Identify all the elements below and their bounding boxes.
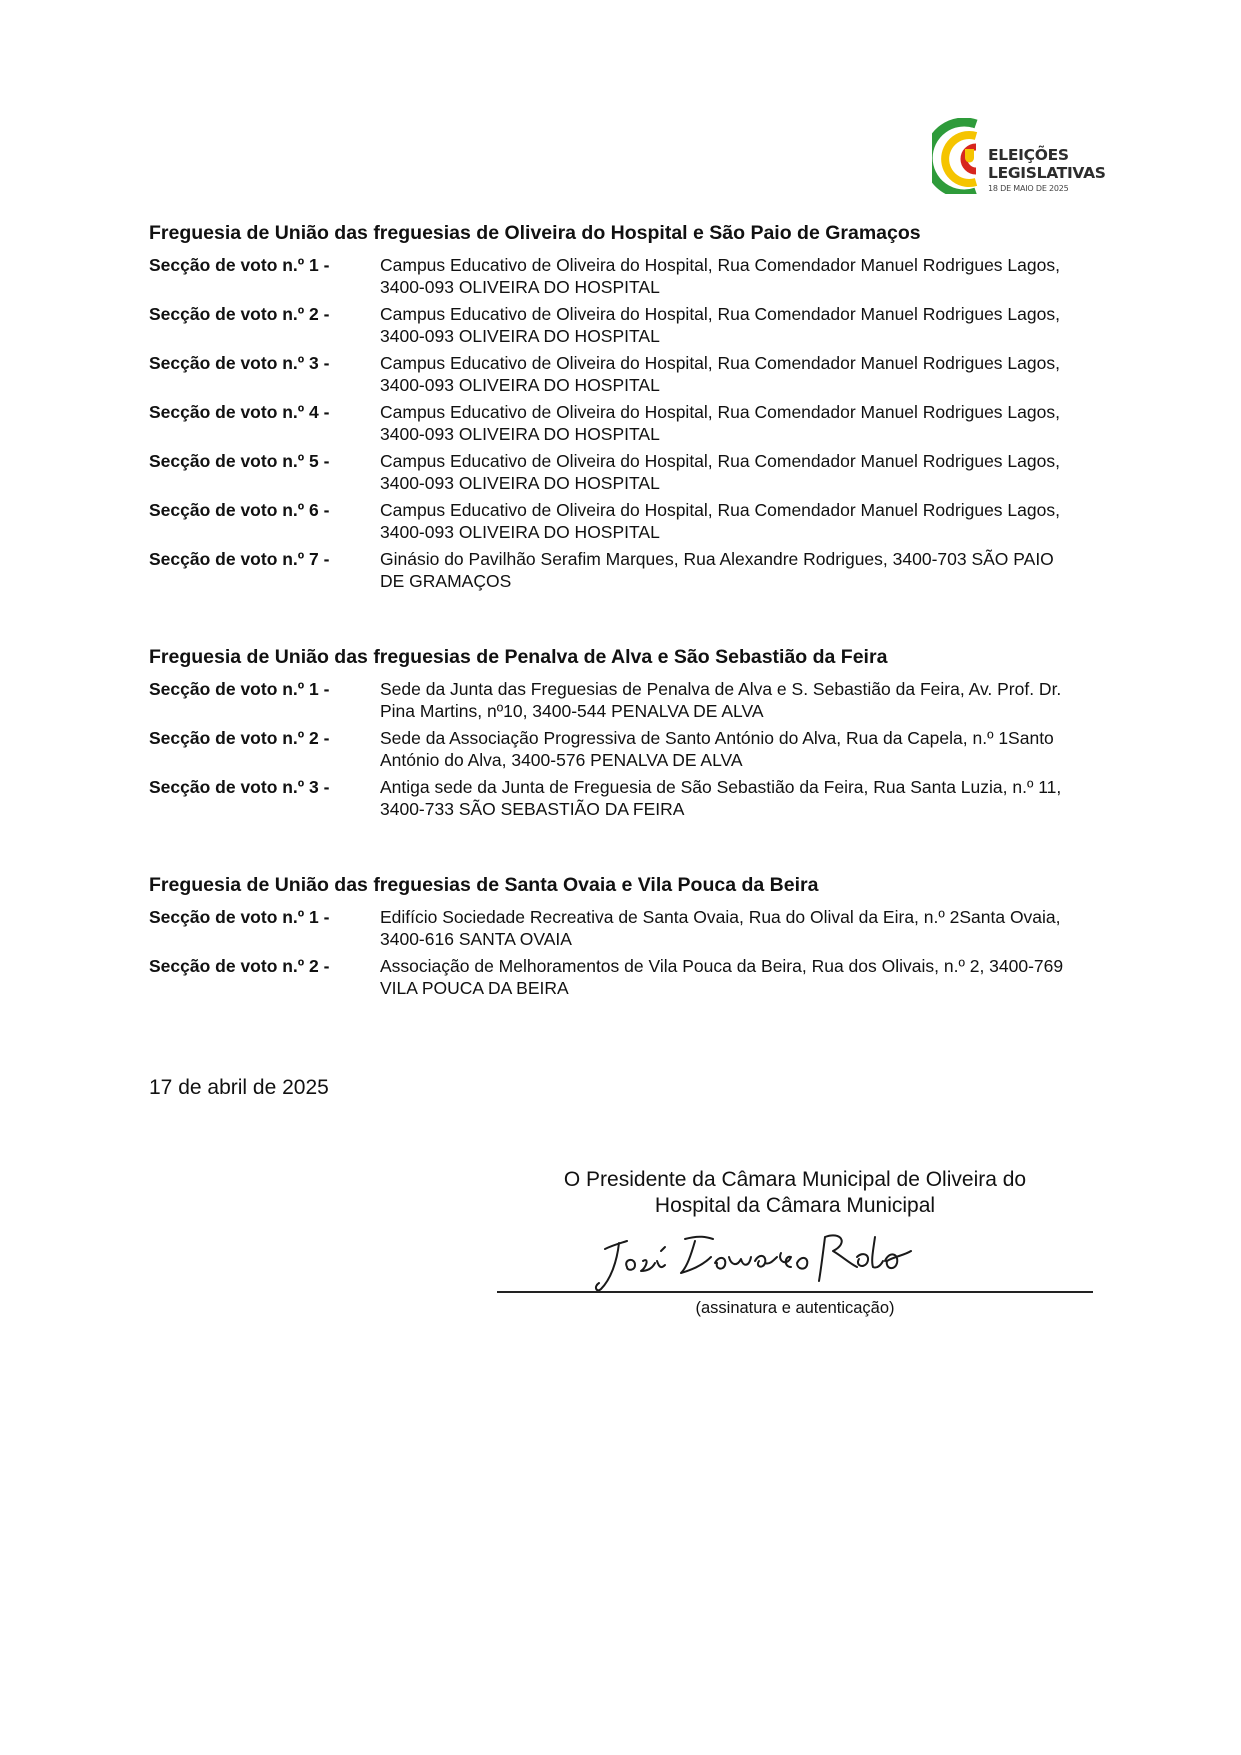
section-number: Secção de voto n.º 5 - [149, 451, 330, 471]
parish-section [149, 872, 1109, 999]
section-number: Secção de voto n.º 1 - [149, 255, 330, 275]
section-number: Secção de voto n.º 2 - [149, 956, 330, 976]
logo-title-line1: ELEIÇÕES [988, 146, 1069, 164]
parish-section [149, 220, 1109, 592]
station-address: Associação de Melhoramentos de Vila Pouca da Beira, Rua dos Olivais, n.º 2, 3400-769 VILA POUCA DA BEIRA [380, 956, 1064, 998]
polling-station-row [149, 254, 1109, 298]
polling-station-row [149, 352, 1109, 396]
elections-logo [932, 118, 1106, 204]
station-address: Campus Educativo de Oliveira do Hospital, Rua Comendador Manuel Rodrigues Lagos, 3400-093 OLIVEIRA DO HOSPITAL [380, 304, 1060, 346]
station-address: Campus Educativo de Oliveira do Hospital, Rua Comendador Manuel Rodrigues Lagos, 3400-093 OLIVEIRA DO HOSPITAL [380, 500, 1060, 542]
logo-title-line2: LEGISLATIVAS [988, 163, 1106, 182]
station-address: Campus Educativo de Oliveira do Hospital, Rua Comendador Manuel Rodrigues Lagos, 3400-093 OLIVEIRA DO HOSPITAL [380, 255, 1060, 297]
polling-station-row [149, 548, 1109, 592]
station-address: Antiga sede da Junta de Freguesia de São Sebastião da Feira, Rua Santa Luzia, n.º 11, 3400-733 SÃO SEBASTIÃO DA FEIRA [380, 777, 1062, 819]
section-number: Secção de voto n.º 3 - [149, 777, 330, 797]
logo-text [988, 148, 1106, 193]
polling-station-row [149, 776, 1109, 820]
section-number: Secção de voto n.º 2 - [149, 304, 330, 324]
logo-shield [965, 149, 974, 162]
station-address: Sede da Junta das Freguesias de Penalva de Alva e S. Sebastião da Feira, Av. Prof. Dr. Pina Martins, nº10, 3400-544 PENALVA DE ALVA [380, 679, 1062, 721]
polling-sections [149, 220, 1109, 1051]
polling-station-row [149, 678, 1109, 722]
logo-date: 18 DE MAIO DE 2025 [988, 184, 1069, 193]
station-address: Campus Educativo de Oliveira do Hospital, Rua Comendador Manuel Rodrigues Lagos, 3400-093 OLIVEIRA DO HOSPITAL [380, 353, 1060, 395]
polling-station-row [149, 727, 1109, 771]
signature-caption: (assinatura e autenticação) [695, 1299, 895, 1317]
parish-title: Freguesia de União das freguesias de Santa Ovaia e Vila Pouca da Beira [149, 874, 819, 896]
station-address: Campus Educativo de Oliveira do Hospital, Rua Comendador Manuel Rodrigues Lagos, 3400-093 OLIVEIRA DO HOSPITAL [380, 451, 1060, 493]
section-number: Secção de voto n.º 1 - [149, 907, 330, 927]
polling-station-row [149, 450, 1109, 494]
polling-station-row [149, 499, 1109, 543]
signature-block [497, 1167, 1093, 1317]
section-number: Secção de voto n.º 2 - [149, 728, 330, 748]
parish-section [149, 644, 1109, 820]
section-number: Secção de voto n.º 1 - [149, 679, 330, 699]
parish-title: Freguesia de União das freguesias de Penalva de Alva e São Sebastião da Feira [149, 646, 888, 668]
section-number: Secção de voto n.º 4 - [149, 402, 330, 422]
signatory-title: O Presidente da Câmara Municipal de Oliveira do Hospital da Câmara Municipal [563, 1168, 1027, 1217]
polling-station-row [149, 906, 1109, 950]
station-address: Sede da Associação Progressiva de Santo António do Alva, Rua da Capela, n.º 1Santo António do Alva, 3400-576 PENALVA DE ALVA [380, 728, 1054, 770]
polling-station-row [149, 401, 1109, 445]
section-number: Secção de voto n.º 6 - [149, 500, 330, 520]
parish-title: Freguesia de União das freguesias de Oliveira do Hospital e São Paio de Gramaços [149, 222, 921, 244]
elections-logo-mark [932, 118, 988, 194]
station-address: Edifício Sociedade Recreativa de Santa Ovaia, Rua do Olival da Eira, n.º 2Santa Ovaia, 3400-616 SANTA OVAIA [380, 907, 1061, 949]
signature-line [497, 1291, 1093, 1293]
section-number: Secção de voto n.º 3 - [149, 353, 330, 373]
polling-station-row [149, 955, 1109, 999]
section-number: Secção de voto n.º 7 - [149, 549, 330, 569]
station-address: Campus Educativo de Oliveira do Hospital, Rua Comendador Manuel Rodrigues Lagos, 3400-093 OLIVEIRA DO HOSPITAL [380, 402, 1060, 444]
document-date: 17 de abril de 2025 [149, 1076, 329, 1099]
handwritten-signature [587, 1227, 947, 1307]
polling-station-row [149, 303, 1109, 347]
station-address: Ginásio do Pavilhão Serafim Marques, Rua Alexandre Rodrigues, 3400-703 SÃO PAIO DE GRAMAÇOS [380, 549, 1054, 591]
